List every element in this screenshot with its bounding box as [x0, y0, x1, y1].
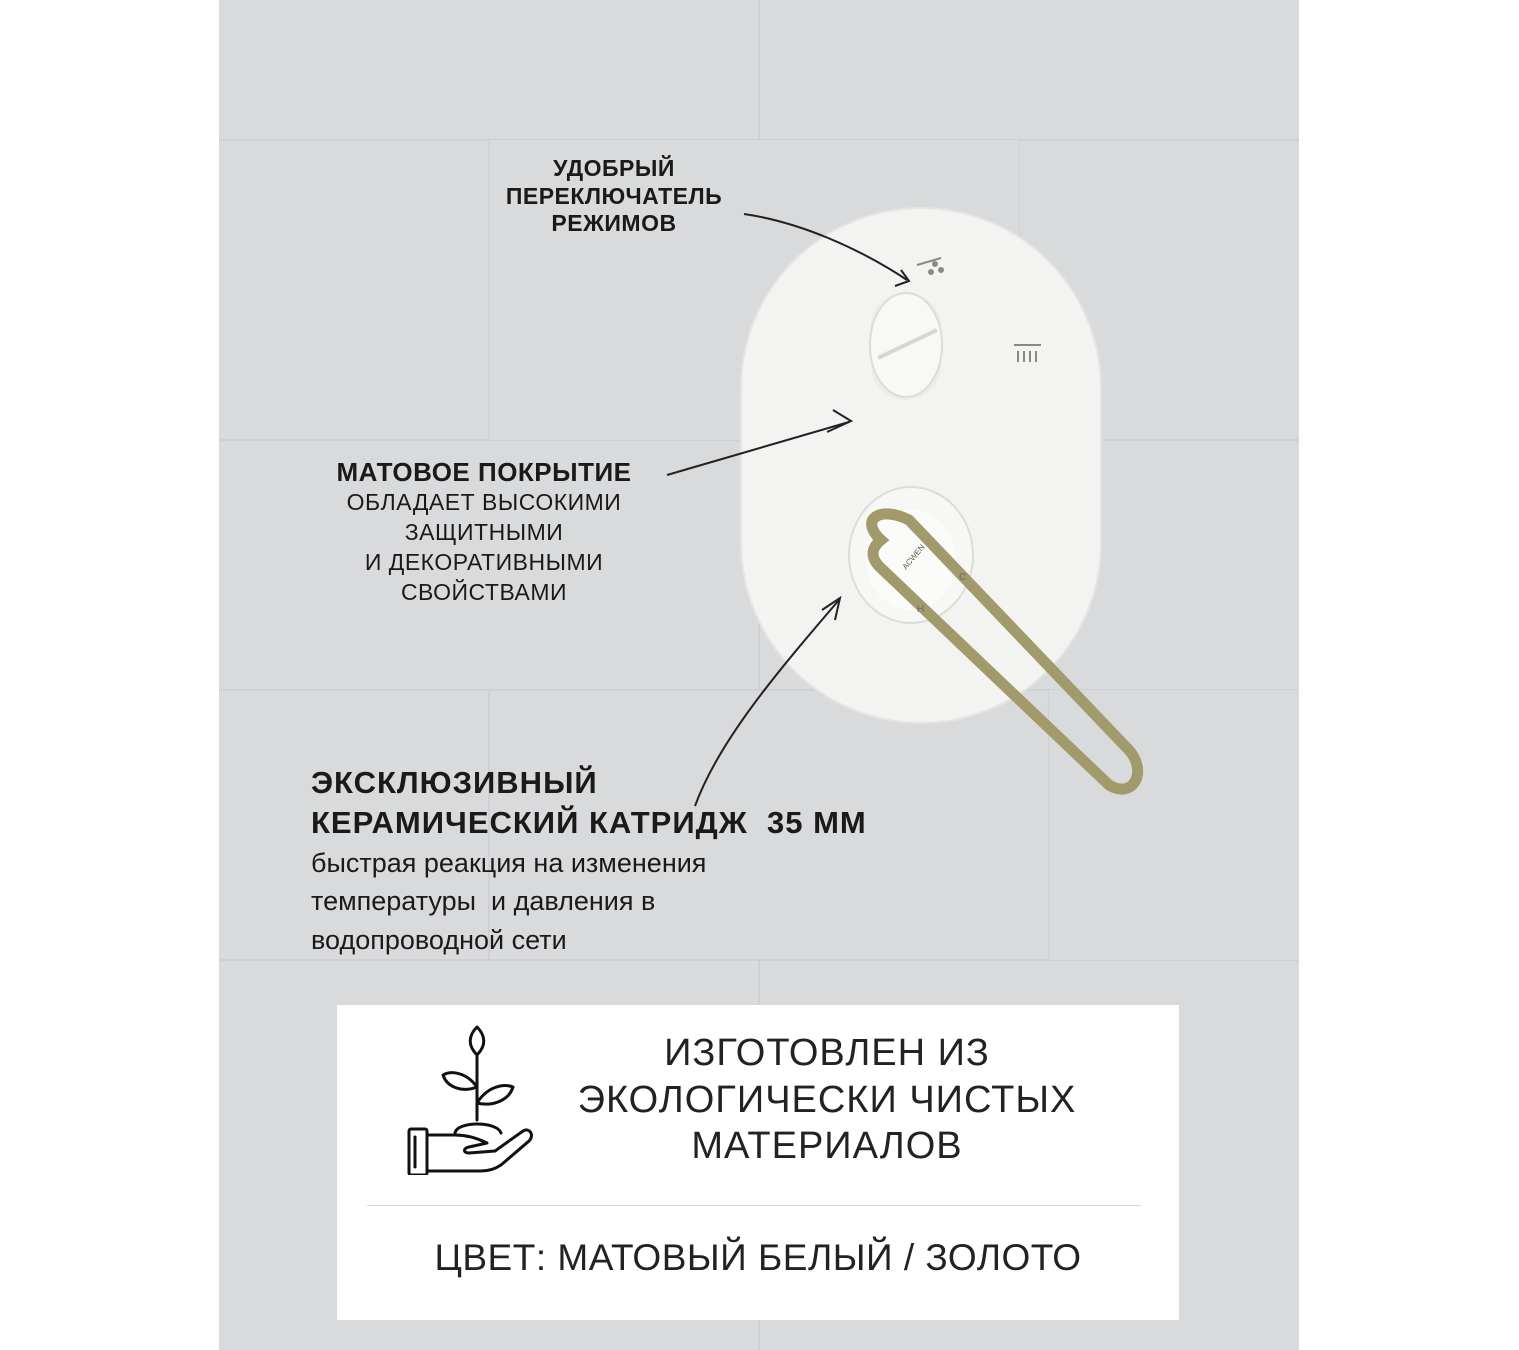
- cold-label: C: [959, 572, 967, 583]
- callout-line: водопроводной сети: [311, 924, 567, 955]
- callout-line: РЕЖИМОВ: [551, 210, 677, 237]
- eco-statement: [527, 1030, 1127, 1170]
- eco-line: МАТЕРИАЛОВ: [691, 1125, 963, 1168]
- divider: [367, 1205, 1141, 1206]
- callout-title: КЕРАМИЧЕСКИЙ КАТРИДЖ 35 ММ: [311, 805, 867, 841]
- callout-line: температуры и давления в: [311, 886, 656, 917]
- brand-label: ACWEN: [900, 542, 927, 572]
- callout-line: И ДЕКОРАТИВНЫМИ: [364, 548, 604, 575]
- callout-cartridge: [311, 763, 1011, 959]
- eco-line: ИЗГОТОВЛЕН ИЗ: [664, 1032, 990, 1074]
- callout-line: ПЕРЕКЛЮЧАТЕЛЬ: [505, 182, 723, 209]
- info-box: [337, 1005, 1179, 1320]
- callout-line: ОБЛАДАЕТ ВЫСОКИМИ: [346, 489, 622, 516]
- background-panel: [219, 0, 1299, 1350]
- callout-matte-coating: [299, 457, 669, 608]
- face-plate: [741, 208, 1101, 723]
- color-statement: ЦВЕТ: МАТОВЫЙ БЕЛЫЙ / ЗОЛОТО: [434, 1237, 1082, 1278]
- hot-label: H: [917, 604, 925, 615]
- callout-mode-switch: [484, 155, 744, 238]
- eco-line: ЭКОЛОГИЧЕСКИ ЧИСТЫХ: [577, 1078, 1077, 1121]
- callout-line: СВОЙСТВАМИ: [400, 578, 568, 605]
- diverter-knob: [870, 292, 942, 400]
- callout-line: ЗАЩИТНЫМИ: [404, 519, 564, 546]
- callout-title: ЭКСКЛЮЗИВНЫЙ: [311, 765, 598, 800]
- callout-line: УДОБРЫЙ: [553, 155, 675, 181]
- plant-in-hand-icon: [397, 1025, 537, 1175]
- callout-title: МАТОВОЕ ПОКРЫТИЕ: [336, 457, 632, 487]
- callout-line: быстрая реакция на изменения: [311, 847, 707, 878]
